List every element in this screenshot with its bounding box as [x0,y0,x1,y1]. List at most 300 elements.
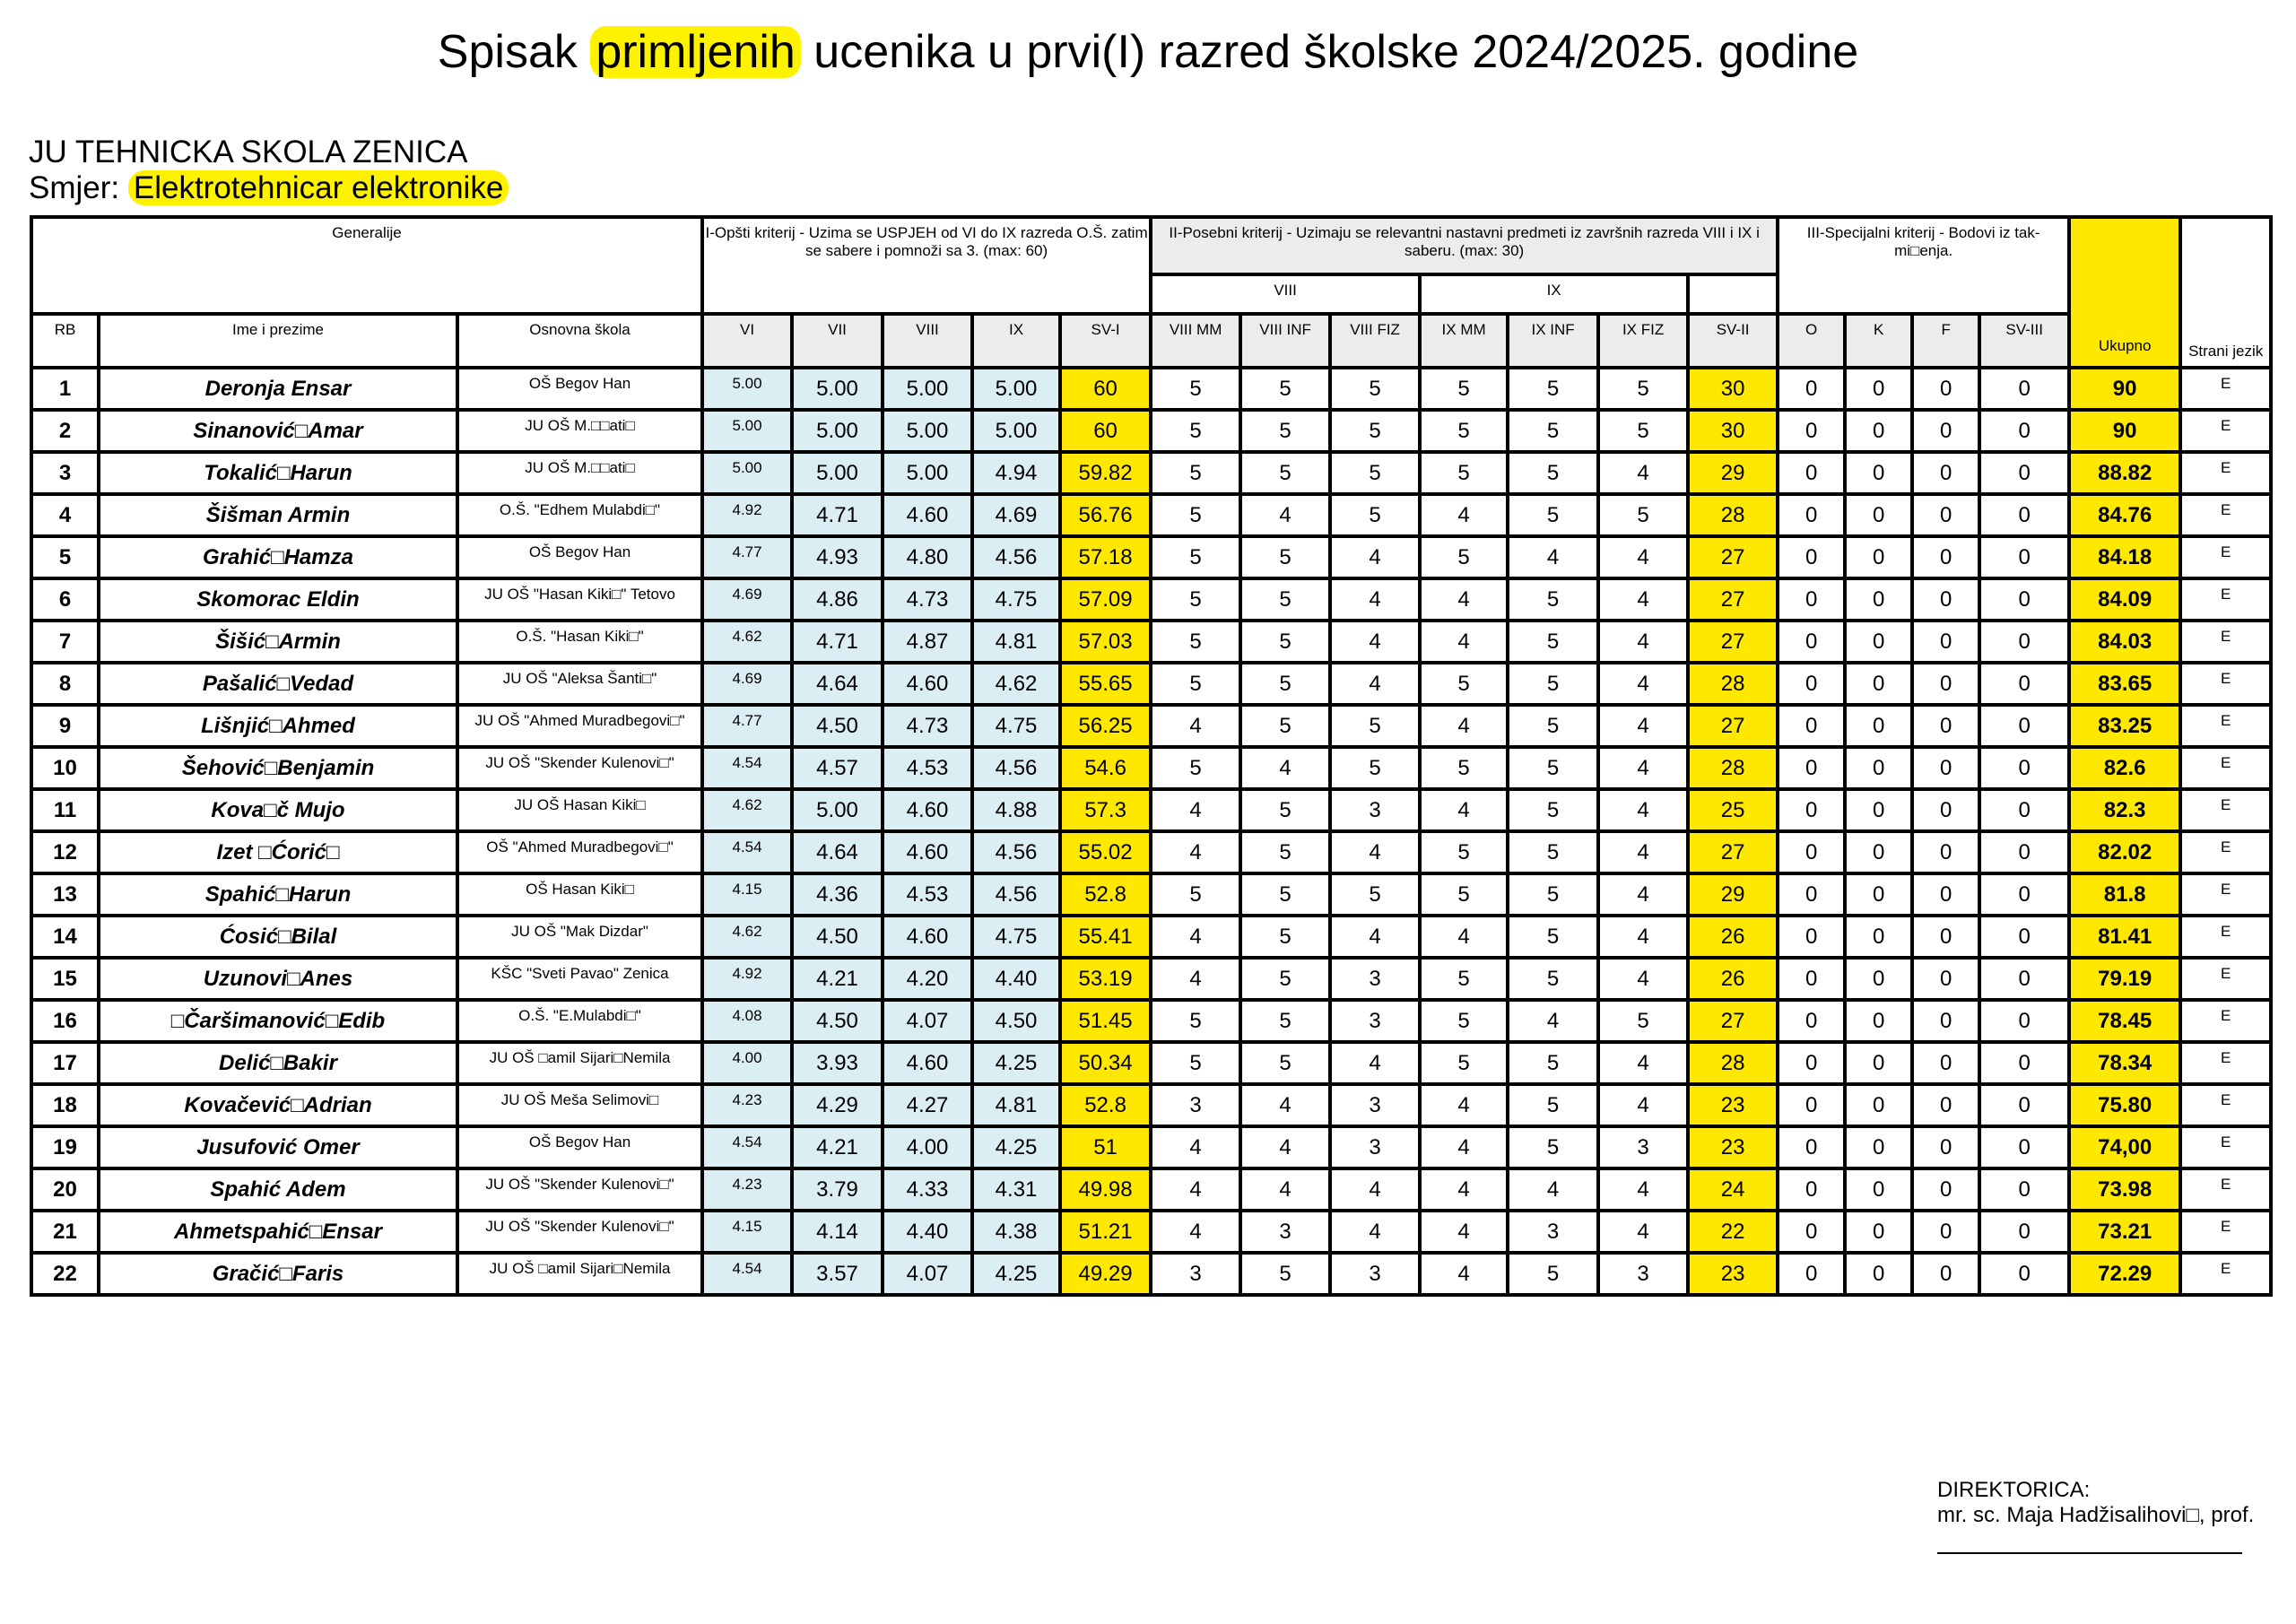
cell-k: 0 [1845,494,1912,536]
cell-name: Skomorac Eldin [99,578,457,621]
cell-name: Delić□Bakir [99,1042,457,1084]
cell-ix: 4.75 [972,578,1060,621]
cell-sv-i: 56.76 [1060,494,1151,536]
cell-viii-fiz: 5 [1330,873,1420,916]
cell-rb: 2 [31,410,99,452]
cell-ix-inf: 5 [1508,368,1598,410]
cell-vi: 4.54 [702,831,792,873]
cell-sv-iii: 0 [1979,663,2069,705]
cell-ix-mm: 5 [1420,1000,1508,1042]
cell-viii: 4.60 [883,831,972,873]
cell-ix-inf: 5 [1508,747,1598,789]
cell-school: OŠ "Ahmed Muradbegovi□" [457,831,702,873]
cell-ukupno: 72.29 [2069,1253,2180,1295]
cell-ix-inf: 5 [1508,873,1598,916]
cell-f: 0 [1912,1126,1979,1168]
table-row [31,1126,2271,1168]
cell-o: 0 [1778,1211,1845,1253]
cell-strani-jezik: E [2180,747,2271,789]
cell-viii-mm: 3 [1151,1253,1240,1295]
cell-sv-ii: 28 [1688,1042,1778,1084]
cell-rb: 5 [31,536,99,578]
smjer-line [29,170,509,206]
cell-vii: 5.00 [792,368,883,410]
cell-viii-inf: 5 [1240,621,1330,663]
cell-rb: 19 [31,1126,99,1168]
cell-viii-fiz: 4 [1330,621,1420,663]
cell-ix-fiz: 4 [1598,578,1688,621]
col-header-sv-ii: SV-II [1688,314,1778,368]
cell-name: Spahić□Harun [99,873,457,916]
cell-sv-iii: 0 [1979,831,2069,873]
cell-viii-inf: 4 [1240,747,1330,789]
cell-rb: 11 [31,789,99,831]
col-header-k: K [1845,314,1912,368]
cell-vii: 5.00 [792,410,883,452]
cell-k: 0 [1845,1084,1912,1126]
cell-ix-fiz: 4 [1598,958,1688,1000]
cell-school: JU OŠ "Skender Kulenovi□" [457,747,702,789]
cell-viii-mm: 4 [1151,958,1240,1000]
cell-ix-inf: 5 [1508,1042,1598,1084]
cell-viii-inf: 4 [1240,494,1330,536]
cell-name: Kovačević□Adrian [99,1084,457,1126]
cell-vi: 4.08 [702,1000,792,1042]
cell-viii-inf: 5 [1240,958,1330,1000]
school-name: JU TEHNICKA SKOLA ZENICA [29,135,468,169]
cell-sv-ii: 27 [1688,1000,1778,1042]
cell-o: 0 [1778,1000,1845,1042]
cell-ix-inf: 5 [1508,410,1598,452]
cell-ukupno: 78.45 [2069,1000,2180,1042]
cell-viii-inf: 4 [1240,1084,1330,1126]
cell-viii-mm: 4 [1151,916,1240,958]
cell-viii: 4.07 [883,1253,972,1295]
cell-viii-inf: 5 [1240,1000,1330,1042]
cell-viii: 4.60 [883,1042,972,1084]
cell-k: 0 [1845,1042,1912,1084]
smjer-label: Smjer: [29,170,120,205]
cell-ix: 4.38 [972,1211,1060,1253]
cell-ukupno: 84.09 [2069,578,2180,621]
table-row [31,916,2271,958]
cell-sv-i: 51.45 [1060,1000,1151,1042]
cell-ix-fiz: 4 [1598,1042,1688,1084]
cell-ix-fiz: 3 [1598,1253,1688,1295]
cell-name: Pašalić□Vedad [99,663,457,705]
cell-ix: 4.56 [972,536,1060,578]
header-ukupno: Ukupno [2069,217,2180,368]
cell-f: 0 [1912,368,1979,410]
cell-name: Spahić Adem [99,1168,457,1211]
cell-k: 0 [1845,705,1912,747]
cell-vi: 4.54 [702,747,792,789]
cell-f: 0 [1912,873,1979,916]
table-row [31,1084,2271,1126]
col-header-name: Ime i prezime [99,314,457,368]
cell-o: 0 [1778,958,1845,1000]
cell-strani-jezik: E [2180,368,2271,410]
cell-sv-ii: 22 [1688,1211,1778,1253]
cell-sv-i: 60 [1060,410,1151,452]
cell-ix: 4.94 [972,452,1060,494]
cell-viii-fiz: 5 [1330,494,1420,536]
cell-sv-i: 56.25 [1060,705,1151,747]
cell-rb: 15 [31,958,99,1000]
cell-viii-fiz: 4 [1330,578,1420,621]
cell-sv-iii: 0 [1979,368,2069,410]
cell-sv-ii: 23 [1688,1084,1778,1126]
cell-rb: 4 [31,494,99,536]
table-row [31,747,2271,789]
cell-school: JU OŠ "Ahmed Muradbegovi□" [457,705,702,747]
cell-k: 0 [1845,789,1912,831]
cell-sv-ii: 27 [1688,705,1778,747]
table-row [31,1211,2271,1253]
cell-o: 0 [1778,578,1845,621]
cell-ix-mm: 5 [1420,873,1508,916]
cell-vi: 4.77 [702,536,792,578]
cell-viii: 4.40 [883,1211,972,1253]
cell-strani-jezik: E [2180,1211,2271,1253]
cell-o: 0 [1778,831,1845,873]
cell-name: Šišman Armin [99,494,457,536]
cell-sv-ii: 30 [1688,368,1778,410]
cell-ix-mm: 5 [1420,452,1508,494]
cell-vi: 4.23 [702,1168,792,1211]
cell-viii: 4.53 [883,747,972,789]
title-text-rest: ucenika u prvi(I) razred školske 2024/2025. godine [813,26,1859,78]
header-kriterij-3: III-Specijalni kriterij - Bodovi iz tak-mi□enja. [1778,217,2069,314]
cell-viii-inf: 5 [1240,578,1330,621]
cell-sv-ii: 29 [1688,873,1778,916]
cell-sv-ii: 24 [1688,1168,1778,1211]
cell-ix-mm: 4 [1420,621,1508,663]
cell-f: 0 [1912,958,1979,1000]
cell-k: 0 [1845,621,1912,663]
cell-ix-fiz: 4 [1598,536,1688,578]
cell-viii-fiz: 4 [1330,536,1420,578]
cell-viii-mm: 5 [1151,1042,1240,1084]
table-row [31,1000,2271,1042]
col-header-ix-inf: IX INF [1508,314,1598,368]
cell-viii: 4.73 [883,705,972,747]
cell-k: 0 [1845,916,1912,958]
cell-ix: 4.69 [972,494,1060,536]
cell-f: 0 [1912,1042,1979,1084]
cell-ix-inf: 5 [1508,1253,1598,1295]
cell-vii: 4.57 [792,747,883,789]
cell-f: 0 [1912,494,1979,536]
cell-viii-inf: 5 [1240,1253,1330,1295]
cell-ix: 4.25 [972,1126,1060,1168]
cell-ix-mm: 4 [1420,1168,1508,1211]
cell-rb: 6 [31,578,99,621]
col-header-vii: VII [792,314,883,368]
cell-ix-mm: 4 [1420,705,1508,747]
cell-sv-i: 57.3 [1060,789,1151,831]
cell-strani-jezik: E [2180,916,2271,958]
cell-sv-ii: 27 [1688,578,1778,621]
cell-school: JU OŠ M.□□ati□ [457,452,702,494]
cell-name: Ćosić□Bilal [99,916,457,958]
cell-vii: 4.14 [792,1211,883,1253]
cell-rb: 12 [31,831,99,873]
cell-ix: 4.50 [972,1000,1060,1042]
cell-o: 0 [1778,747,1845,789]
cell-ix-fiz: 4 [1598,663,1688,705]
cell-viii-fiz: 4 [1330,1211,1420,1253]
cell-viii: 4.60 [883,916,972,958]
cell-ix-mm: 4 [1420,1211,1508,1253]
cell-vii: 5.00 [792,452,883,494]
cell-sv-i: 52.8 [1060,873,1151,916]
cell-ix-mm: 4 [1420,578,1508,621]
cell-ukupno: 82.3 [2069,789,2180,831]
cell-viii-mm: 4 [1151,1168,1240,1211]
cell-ix-fiz: 4 [1598,831,1688,873]
cell-o: 0 [1778,916,1845,958]
cell-ukupno: 88.82 [2069,452,2180,494]
cell-ukupno: 83.25 [2069,705,2180,747]
title-highlight: primljenih [590,26,801,78]
table-row [31,958,2271,1000]
cell-f: 0 [1912,578,1979,621]
table-row [31,705,2271,747]
cell-ix-mm: 4 [1420,1126,1508,1168]
cell-school: JU OŠ Meša Selimovi□ [457,1084,702,1126]
table-row [31,494,2271,536]
cell-rb: 20 [31,1168,99,1211]
table-row [31,789,2271,831]
cell-ukupno: 84.76 [2069,494,2180,536]
cell-k: 0 [1845,958,1912,1000]
cell-sv-ii: 27 [1688,831,1778,873]
cell-ix-fiz: 4 [1598,873,1688,916]
cell-ix-mm: 5 [1420,958,1508,1000]
cell-name: Šišić□Armin [99,621,457,663]
cell-school: O.Š. "Hasan Kiki□" [457,621,702,663]
cell-ix-mm: 5 [1420,368,1508,410]
school-info [29,135,509,206]
cell-vi: 4.54 [702,1126,792,1168]
cell-f: 0 [1912,663,1979,705]
cell-f: 0 [1912,410,1979,452]
table-row [31,368,2271,410]
cell-vi: 5.00 [702,368,792,410]
cell-sv-i: 60 [1060,368,1151,410]
cell-vi: 4.54 [702,1253,792,1295]
cell-name: Deronja Ensar [99,368,457,410]
cell-o: 0 [1778,1084,1845,1126]
cell-viii-fiz: 4 [1330,1168,1420,1211]
cell-viii: 4.27 [883,1084,972,1126]
cell-viii-mm: 5 [1151,536,1240,578]
cell-k: 0 [1845,831,1912,873]
cell-sv-iii: 0 [1979,452,2069,494]
cell-ix-fiz: 5 [1598,494,1688,536]
cell-viii-mm: 5 [1151,747,1240,789]
cell-viii-fiz: 3 [1330,958,1420,1000]
cell-ix: 4.56 [972,831,1060,873]
cell-ukupno: 73.21 [2069,1211,2180,1253]
cell-strani-jezik: E [2180,663,2271,705]
cell-strani-jezik: E [2180,536,2271,578]
cell-strani-jezik: E [2180,1253,2271,1295]
cell-sv-i: 49.98 [1060,1168,1151,1211]
cell-school: OŠ Hasan Kiki□ [457,873,702,916]
cell-viii-inf: 5 [1240,536,1330,578]
cell-vii: 4.71 [792,494,883,536]
cell-sv-i: 51 [1060,1126,1151,1168]
cell-ix-mm: 4 [1420,1253,1508,1295]
cell-viii-mm: 5 [1151,663,1240,705]
cell-ix-inf: 5 [1508,494,1598,536]
cell-vii: 3.93 [792,1042,883,1084]
cell-viii-mm: 5 [1151,873,1240,916]
cell-name: Sinanović□Amar [99,410,457,452]
cell-ix: 4.25 [972,1042,1060,1084]
cell-school: JU OŠ Hasan Kiki□ [457,789,702,831]
cell-o: 0 [1778,1168,1845,1211]
table-row [31,831,2271,873]
cell-viii-inf: 4 [1240,1168,1330,1211]
cell-name: Ahmetspahić□Ensar [99,1211,457,1253]
cell-name: Lišnjić□Ahmed [99,705,457,747]
cell-sv-ii: 27 [1688,621,1778,663]
cell-ukupno: 78.34 [2069,1042,2180,1084]
cell-o: 0 [1778,452,1845,494]
cell-viii: 4.53 [883,873,972,916]
cell-strani-jezik: E [2180,1000,2271,1042]
cell-sv-ii: 29 [1688,452,1778,494]
cell-viii-inf: 4 [1240,1126,1330,1168]
cell-vi: 4.62 [702,916,792,958]
table-row [31,1253,2271,1295]
cell-sv-ii: 26 [1688,958,1778,1000]
cell-ix-inf: 5 [1508,621,1598,663]
cell-k: 0 [1845,1126,1912,1168]
table-row [31,1168,2271,1211]
cell-vii: 4.36 [792,873,883,916]
cell-ix: 4.88 [972,789,1060,831]
cell-sv-ii: 28 [1688,747,1778,789]
cell-ix-mm: 5 [1420,1042,1508,1084]
cell-o: 0 [1778,1042,1845,1084]
cell-sv-iii: 0 [1979,1126,2069,1168]
cell-viii-inf: 5 [1240,873,1330,916]
cell-ukupno: 90 [2069,410,2180,452]
cell-school: JU OŠ M.□□ati□ [457,410,702,452]
cell-ix-mm: 4 [1420,916,1508,958]
cell-vi: 5.00 [702,410,792,452]
table-row [31,410,2271,452]
cell-k: 0 [1845,1211,1912,1253]
cell-viii-inf: 5 [1240,831,1330,873]
cell-ukupno: 90 [2069,368,2180,410]
cell-k: 0 [1845,873,1912,916]
cell-name: Kova□č Mujo [99,789,457,831]
header-generalije: Generalije [31,217,702,314]
header-viii: VIII [1151,274,1420,314]
cell-school: OŠ Begov Han [457,1126,702,1168]
cell-sv-ii: 27 [1688,536,1778,578]
cell-vi: 4.23 [702,1084,792,1126]
cell-f: 0 [1912,1211,1979,1253]
cell-school: JU OŠ □amil Sijari□Nemila [457,1253,702,1295]
cell-sv-i: 52.8 [1060,1084,1151,1126]
cell-viii-mm: 5 [1151,494,1240,536]
cell-vi: 4.77 [702,705,792,747]
cell-school: JU OŠ "Skender Kulenovi□" [457,1211,702,1253]
cell-viii: 4.33 [883,1168,972,1211]
cell-viii-inf: 5 [1240,368,1330,410]
cell-name: Uzunovi□Anes [99,958,457,1000]
cell-school: JU OŠ □amil Sijari□Nemila [457,1042,702,1084]
cell-ix-inf: 5 [1508,705,1598,747]
cell-ukupno: 84.03 [2069,621,2180,663]
cell-strani-jezik: E [2180,1126,2271,1168]
cell-ukupno: 81.8 [2069,873,2180,916]
cell-name: Izet □Ćorić□ [99,831,457,873]
cell-sv-i: 57.03 [1060,621,1151,663]
cell-sv-i: 54.6 [1060,747,1151,789]
col-header-school: Osnovna škola [457,314,702,368]
cell-ukupno: 82.6 [2069,747,2180,789]
col-header-viii-inf: VIII INF [1240,314,1330,368]
cell-ix-inf: 5 [1508,1084,1598,1126]
cell-rb: 16 [31,1000,99,1042]
cell-school: KŠC "Sveti Pavao" Zenica [457,958,702,1000]
cell-ix: 4.81 [972,1084,1060,1126]
table-row [31,578,2271,621]
cell-viii-fiz: 5 [1330,705,1420,747]
cell-viii: 4.87 [883,621,972,663]
cell-ix-fiz: 4 [1598,1211,1688,1253]
cell-ix-inf: 5 [1508,452,1598,494]
cell-strani-jezik: E [2180,873,2271,916]
cell-k: 0 [1845,747,1912,789]
cell-vi: 4.15 [702,1211,792,1253]
cell-ix: 4.25 [972,1253,1060,1295]
cell-f: 0 [1912,789,1979,831]
cell-viii-inf: 3 [1240,1211,1330,1253]
header-strani-jezik: Strani jezik [2180,217,2271,368]
cell-sv-iii: 0 [1979,958,2069,1000]
cell-vii: 4.50 [792,916,883,958]
page-title [0,25,2296,79]
cell-viii-mm: 4 [1151,1126,1240,1168]
cell-f: 0 [1912,705,1979,747]
cell-sv-i: 57.09 [1060,578,1151,621]
cell-strani-jezik: E [2180,410,2271,452]
cell-vi: 4.92 [702,494,792,536]
cell-sv-ii: 28 [1688,494,1778,536]
cell-sv-i: 49.29 [1060,1253,1151,1295]
cell-rb: 10 [31,747,99,789]
cell-viii-mm: 5 [1151,368,1240,410]
cell-viii: 4.60 [883,789,972,831]
col-header-sv-iii: SV-III [1979,314,2069,368]
col-header-rb: RB [31,314,99,368]
cell-o: 0 [1778,789,1845,831]
cell-ix-mm: 5 [1420,410,1508,452]
cell-vii: 4.21 [792,1126,883,1168]
cell-vi: 4.00 [702,1042,792,1084]
cell-o: 0 [1778,1126,1845,1168]
cell-f: 0 [1912,1253,1979,1295]
cell-ix-fiz: 4 [1598,705,1688,747]
